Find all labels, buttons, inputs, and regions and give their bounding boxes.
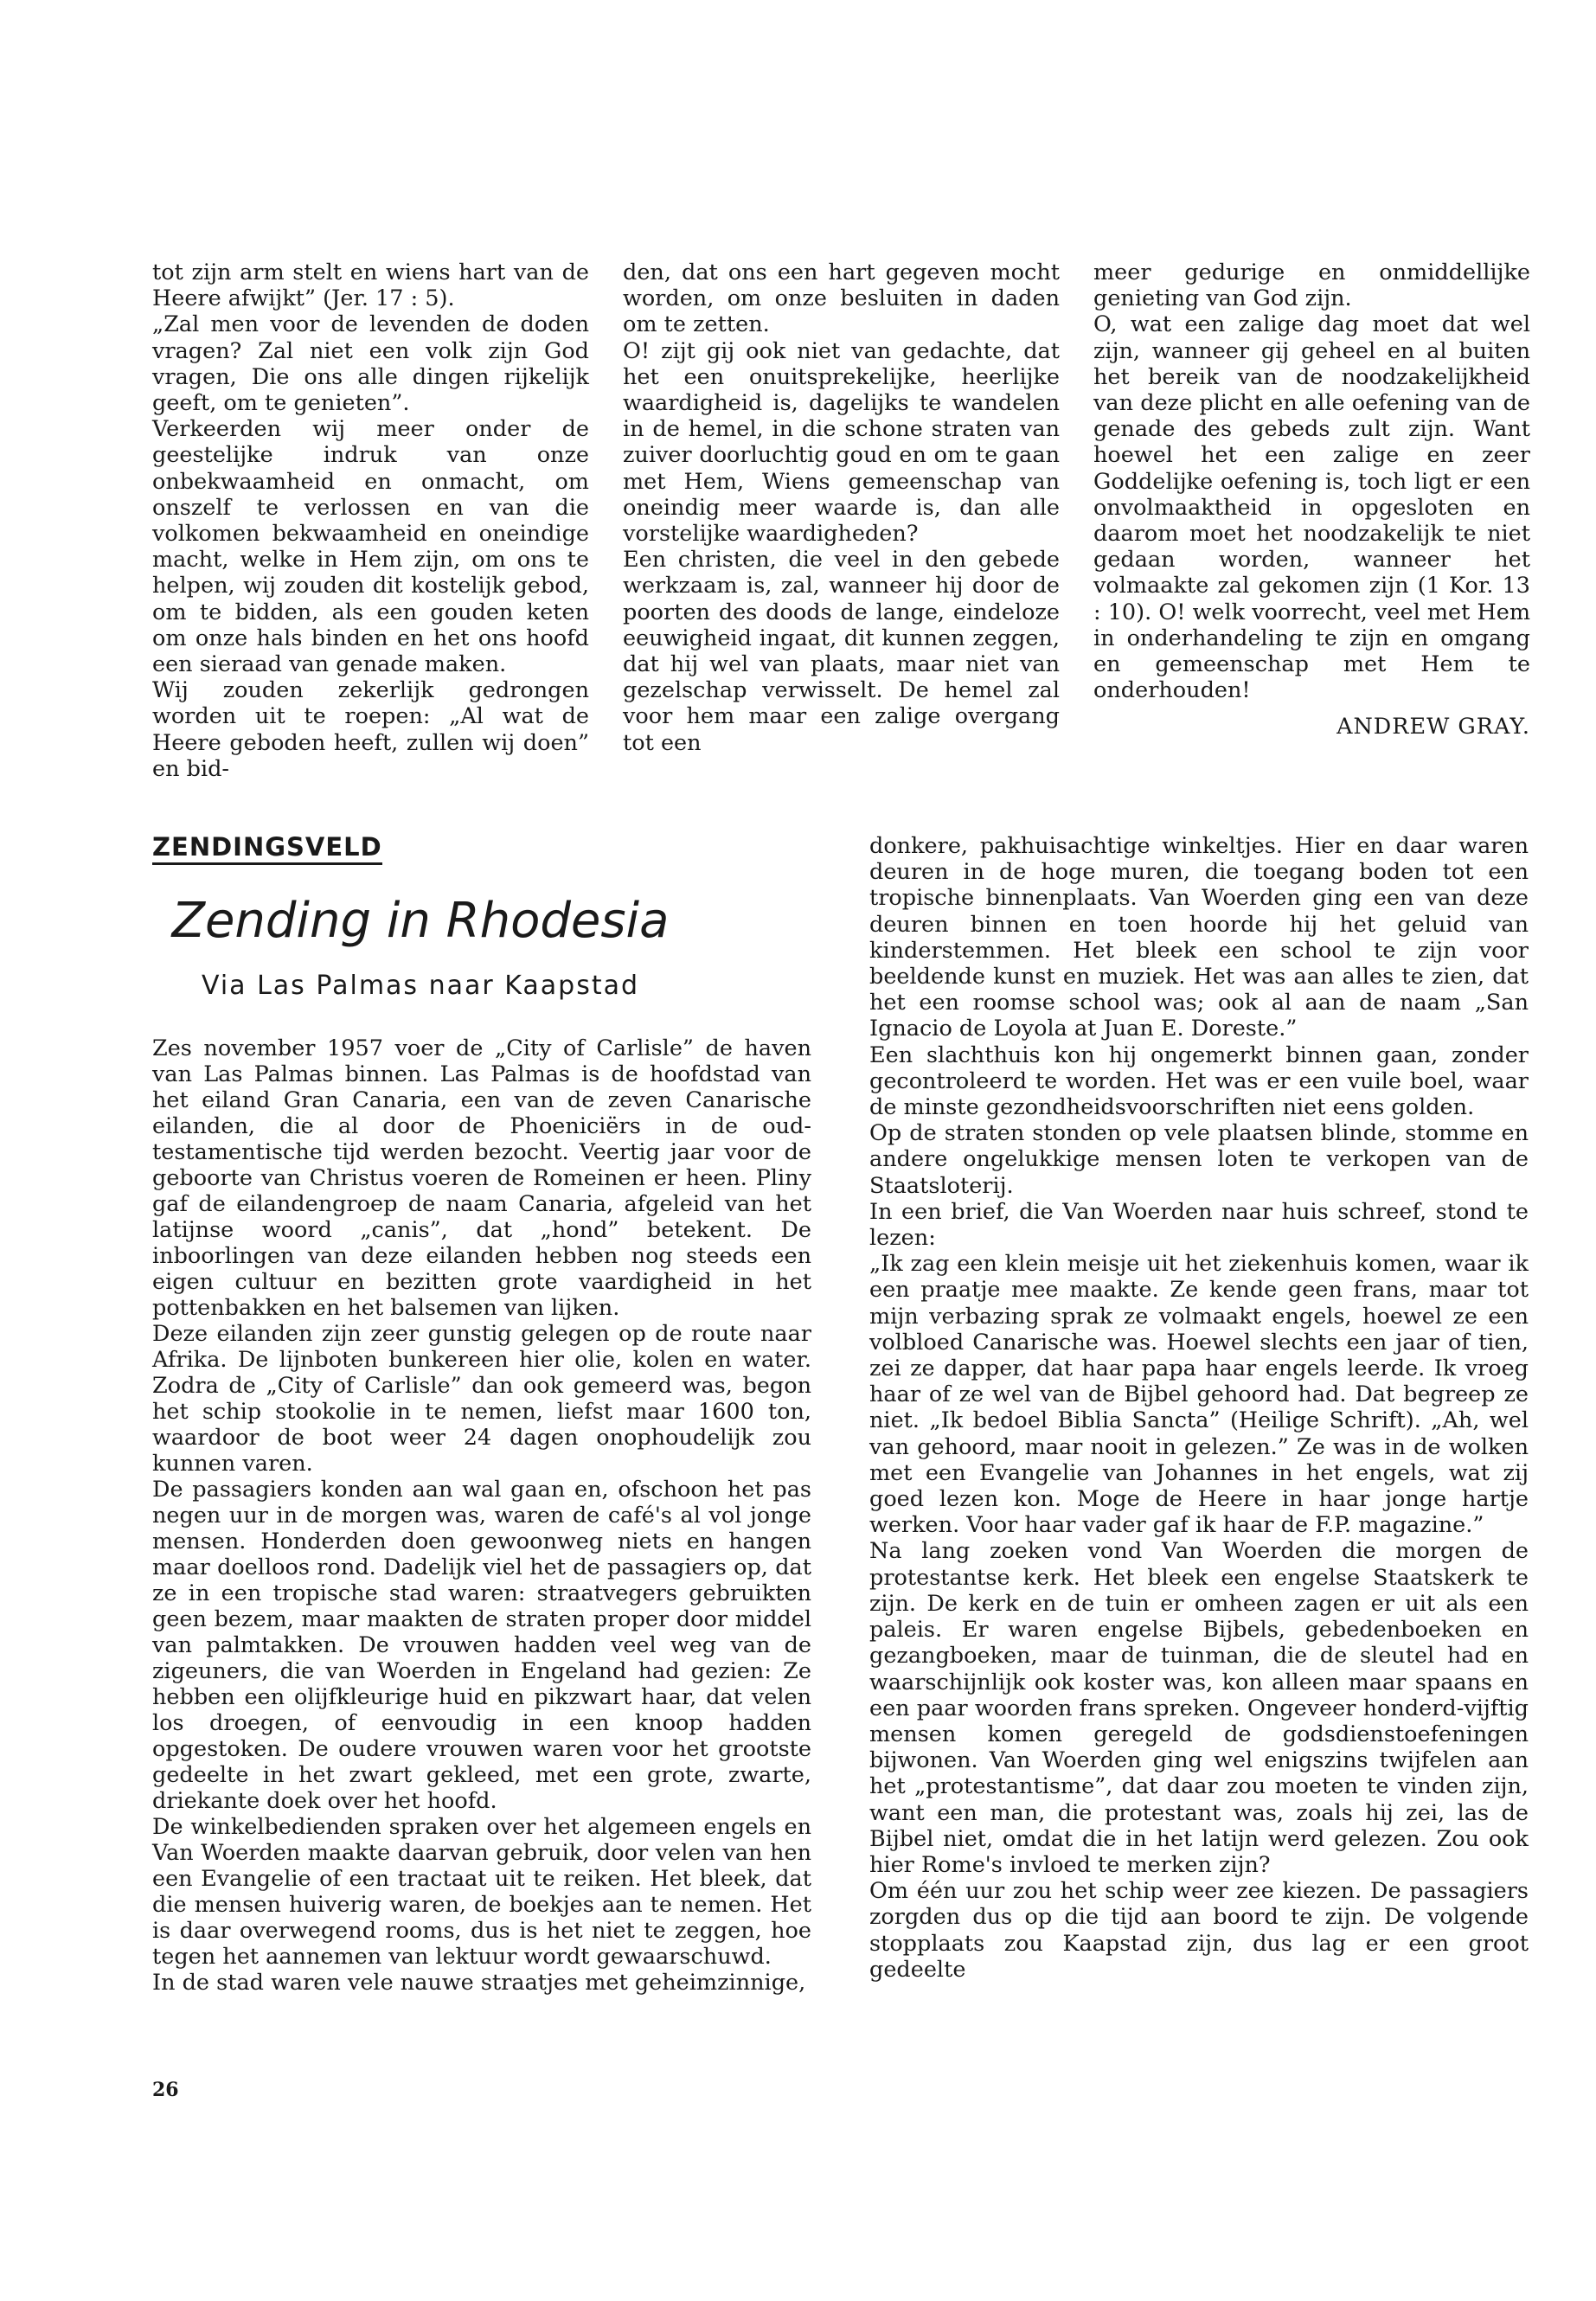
paragraph: „Zal men voor de levenden de doden vragen? Zal niet een volk zijn God vragen, Die ons alle dingen rijkelijk geeft, om te genieten”. [152, 311, 589, 417]
paragraph: Om één uur zou het schip weer zee kiezen. De passagiers zorgden dus op die tijd aan boord te zijn. De volgende stopplaats zou Kaapstad zijn, dus lag er een groot gedeelte [869, 1878, 1529, 1983]
article-column-2 [869, 833, 1529, 1983]
section-label: ZENDINGSVELD [152, 832, 382, 865]
paragraph: Na lang zoeken vond Van Woerden die morgen de protestantse kerk. Het bleek een engelse Staatskerk te zijn. De kerk en de tuin er omheen zagen er uit als een paleis. Er waren engelse Bijbels, gebedenboeken en gezangboeken, maar de tuinman, die de sleutel had en waarschijnlijk ook koster was, kon alleen maar spaans en een paar woorden frans spreken. Ongeveer honderd-vijftig mensen komen geregeld de godsdienstoefeningen bijwonen. Van Woerden ging wel enigszins twijfelen aan het „protestantisme”, dat daar zou moeten te vinden zijn, want een man, die protestant was, zoals hij zei, las de Bijbel niet, omdat die in het latijn werd gelezen. Zou ook hier Rome's invloed te merken zijn? [869, 1538, 1529, 1878]
article-column-1 [152, 1035, 811, 1996]
paragraph: donkere, pakhuisachtige winkeltjes. Hier en daar waren deuren in de hoge muren, die toegang boden tot een tropische binnenplaats. Van Woerden ging een van deze deuren binnen en toen hoorde hij het geluid van kinderstemmen. Het bleek een school te zijn voor beeldende kunst en muziek. Het was aan alles te zien, dat het een roomse school was; ook al aan de naam „San Ignacio de Loyola at Juan E. Doreste.” [869, 833, 1529, 1042]
paragraph: meer gedurige en onmiddellijke genieting van God zijn. [1093, 260, 1530, 312]
paragraph: De passagiers konden aan wal gaan en, ofschoon het pas negen uur in de morgen was, waren de café's al vol jonge mensen. Honderden doen gewoonweg niets en hangen maar doelloos rond. Dadelijk viel het de passagiers op, dat ze in een tropische stad waren: straatvegers gebruikten geen bezem, maar maakten de straten proper door middel van palmtakken. De vrouwen hadden veel weg van de zigeuners, die van Woerden in Engeland had gezien: Ze hebben een olijfkleurige huid en pikzwart haar, dat velen los droegen, of eenvoudig in een knoop hadden opgestoken. De oudere vrouwen waren voor het grootste gedeelte in het zwart gekleed, met een grote, zwarte, driekante doek over het hoofd. [152, 1477, 811, 1814]
paragraph: De winkelbedienden spraken over het algemeen engels en Van Woerden maakte daarvan gebruik, door velen van hen een Evangelie of een tractaat uit te reiken. Het bleek, dat die mensen huiverig waren, de boekjes aan te nemen. Het is daar overwegend rooms, dus is het niet te zeggen, hoe tegen het aannemen van lektuur wordt gewaarschuwd. [152, 1814, 811, 1970]
paragraph: O, wat een zalige dag moet dat wel zijn, wanneer gij geheel en al buiten het bereik van de noodzakelijkheid van deze plicht en alle oefening van de genade des gebeds zult zijn. Want hoewel het een zalige en zeer Goddelijke oefening is, toch ligt er een onvolmaaktheid in opgesloten en daarom moet het noodzakelijk te niet gedaan worden, wanneer het volmaakte zal gekomen zijn (1 Kor. 13 : 10). O! welk voorrecht, veel met Hem in onderhandeling te zijn en omgang en gemeenschap met Hem te onderhouden! [1093, 311, 1530, 704]
paragraph: Een slachthuis kon hij ongemerkt binnen gaan, zonder gecontroleerd te worden. Het was er een vuile boel, waar de minste gezondheidsvoorschriften niet eens golden. [869, 1042, 1529, 1121]
paragraph: den, dat ons een hart gegeven mocht worden, om onze besluiten in daden om te zetten. [623, 260, 1060, 338]
paragraph: Wij zouden zekerlijk gedrongen worden uit te roepen: „Al wat de Heere geboden heeft, zullen wij doen” en bid- [152, 677, 589, 782]
page-number: 26 [152, 2079, 179, 2101]
top-column-1 [152, 260, 589, 782]
paragraph: Op de straten stonden op vele plaatsen blinde, stomme en andere ongelukkige mensen loten te verkopen van de Staatsloterij. [869, 1120, 1529, 1199]
paragraph: In een brief, die Van Woerden naar huis schreef, stond te lezen: [869, 1198, 1529, 1252]
article-subtitle: Via Las Palmas naar Kaapstad [201, 971, 640, 1001]
paragraph: tot zijn arm stelt en wiens hart van de Heere afwijkt” (Jer. 17 : 5). [152, 260, 589, 312]
top-column-3 [1093, 260, 1530, 740]
paragraph: „Ik zag een klein meisje uit het ziekenhuis komen, waar ik een praatje mee maakte. Ze kende geen frans, maar tot mijn verbazing sprak ze volmaakt engels, hoewel ze een volbloed Canarische was. Hoewel slechts een jaar of tien, zei ze dapper, dat haar papa haar engels leerde. Ik vroeg haar of ze wel van de Bijbel gehoord had. Dat begreep ze niet. „Ik bedoel Biblia Sancta” (Heilige Schrift). „Ah, wel van gehoord, maar nooit in gelezen.” Ze was in de wolken met een Evangelie van Johannes in het engels, wat zij goed lezen kon. Moge de Heere in haar jonge hartje werken. Voor haar vader gaf ik haar de F.P. magazine.” [869, 1251, 1529, 1539]
paragraph: Een christen, die veel in den gebede werkzaam is, zal, wanneer hij door de poorten des doods de lange, eindeloze eeuwigheid ingaat, dit kunnen zeggen, dat hij wel van plaats, maar niet van gezelschap verwisselt. De hemel zal voor hem maar een zalige overgang tot een [623, 547, 1060, 756]
top-column-2 [623, 260, 1060, 756]
paragraph: Zes november 1957 voer de „City of Carlisle” de haven van Las Palmas binnen. Las Palmas is de hoofdstad van het eiland Gran Canaria, een van de zeven Canarische eilanden, die al door de Phoeniciërs in de oud-testamentische tijd werden bezocht. Veertig jaar voor de geboorte van Christus voeren de Romeinen er heen. Pliny gaf de eilandengroep de naam Canaria, afgeleid van het latijnse woord „canis”, dat „hond” betekent. De inboorlingen van deze eilanden hebben nog steeds een eigen cultuur en bezitten grote vaardigheid in het pottenbakken en het balsemen van lijken. [152, 1035, 811, 1321]
author-signature: ANDREW GRAY. [1336, 714, 1530, 740]
paragraph: Deze eilanden zijn zeer gunstig gelegen op de route naar Afrika. De lijnboten bunkereen hier olie, kolen en water. Zodra de „City of Carlisle” dan ook gemeerd was, begon het schip stookolie in te nemen, liefst maar 1600 ton, waardoor de boot weer 24 dagen onophoudelijk zou kunnen varen. [152, 1321, 811, 1477]
article-title: Zending in Rhodesia [171, 893, 670, 949]
paragraph: O! zijt gij ook niet van gedachte, dat het een onuitsprekelijke, heerlijke waardigheid is, dagelijks te wandelen in de hemel, in die schone straten van zuiver doorluchtig goud en om te gaan met Hem, Wiens gemeenschap van oneindig meer waarde is, dan alle vorstelijke waardigheden? [623, 337, 1060, 548]
paragraph: In de stad waren vele nauwe straatjes met geheimzinnige, [152, 1970, 806, 1996]
paragraph: Verkeerden wij meer onder de geestelijke indruk van onze onbekwaamheid en onmacht, om onszelf te verlossen en van die volkomen bekwaamheid en oneindige macht, welke in Hem zijn, om ons te helpen, wij zouden dit kostelijk gebod, om te bidden, als een gouden keten om onze hals binden en het ons hoofd een sieraad van genade maken. [152, 416, 589, 678]
